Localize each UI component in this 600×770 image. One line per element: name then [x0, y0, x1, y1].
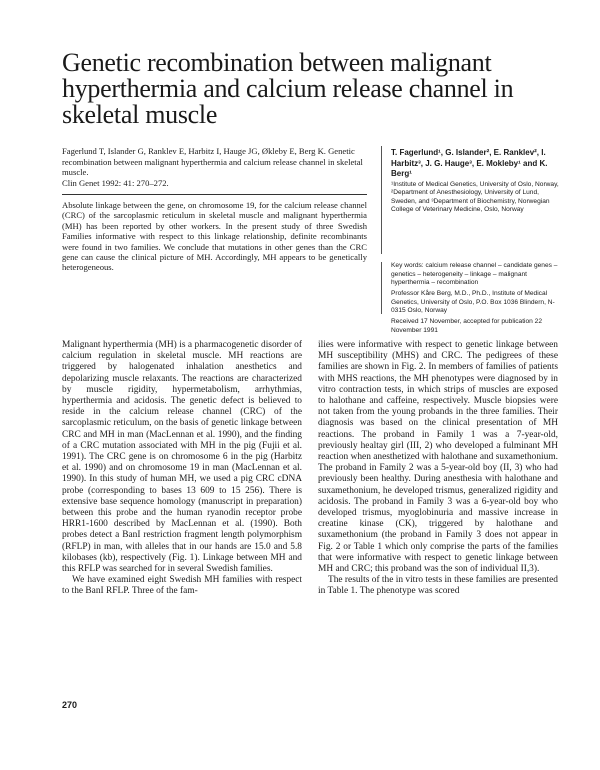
author-affiliation-block — [391, 148, 561, 215]
paragraph: Malignant hyperthermia (MH) is a pharmacogenetic disorder of calcium regulation in skeletal muscle. MH reactions are triggered by halogenated inhalation anesthetics and depolarizing muscle relaxants. The reactions are characterized by muscle rigidity, hypermetabolism, arrhythmias, hyperthermia and acidosis. The genetic defect is believed to reside in the calcium release channel (CRC) of the sarcoplasmic reticulum, on the basis of genetic linkage between CRC and MH in man (MacLennan et al. 1990), and the finding of a CRC mutation associated with MH in the pig (Fujii et al. 1991). The CRC gene is on chromosome 6 in the pig (Harbitz et al. 1990) and on chromosome 19 in man (MacLennan et al. 1990). In this study of human MH, we used a pig CRC cDNA probe (corresponding to bases 13 609 to 15 256). There is extensive base sequence homology (manuscript in preparation) between this probe and the human ryanodin receptor probe HRR1-1600 described by MacLennan et al. (1990). Both probes detect a BanI restriction fragment length polymorphism (RFLP) in man, with alleles that in our hands are 15.0 and 5.8 kilobases (kb), respectively (Fig. 1). Linkage between MH and this RFLP was searched for in several Swedish families. — [62, 340, 302, 575]
correspondence: Professor Kåre Berg, M.D., Ph.D., Institute of Medical Genetics, University of Oslo, P.O. Box 1036 Blindern, N-0315 Oslo, Norway — [391, 290, 555, 315]
journal-reference: Clin Genet 1992: 41: 270–272. — [62, 177, 169, 188]
citation-text: Fagerlund T, Islander G, Ranklev E, Harbitz I, Hauge JG, Økleby E, Berg K. Genetic recombination between malignant hyperthermia and calcium release channel in skeletal muscle. — [62, 146, 363, 177]
body-column-right — [318, 340, 558, 598]
paragraph: The results of the in vitro tests in these families are presented in Table 1. The phenotype was scored — [318, 575, 558, 597]
column-divider — [381, 262, 382, 314]
paragraph: ilies were informative with respect to genetic linkage between MH susceptibility (MHS) and CRC. The pedigrees of these families are shown in Fig. 2. In members of families of patients with MHS reactions, the MH phenotypes were diagnosed by in vitro contraction tests, in which strips of muscles are exposed to halothane and caffeine, respectively. Muscle biopsies were not taken from the young probands in the three families. Their diagnosis was based on the clinical presentation of MH reactions. The proband in Family 1 was a 7-year-old, previously healtay girl (III, 2) who developed a fulminant MH reaction when anesthetized with halothane and suxamethonium. The proband in Family 2 was a 5-year-old boy (II, 3) who had previously been healthy. During anesthesia with halothane and suxamethonium, he developed trismus, generalized rigidity and acidosis. The proband in Family 3 was a 6-year-old boy who developed trismus, myoglobinuria and massive increase in creatine kinase (CK), triggered by halothane and suxamethonium (the proband in Family 3 does not appear in Fig. 2 or Table 1 which only comprise the parts of the families that were informative with respect to genetic linkage between MH and CRC; this proband was the son of individual II,3). — [318, 340, 558, 575]
article-title: Genetic recombination between malignant hyperthermia and calcium release channel in skeletal muscle — [62, 48, 514, 129]
page-number: 270 — [62, 700, 78, 710]
paragraph: We have examined eight Swedish MH families with respect to the BanI RFLP. Three of the fam- — [62, 575, 302, 597]
received-date: Received 17 November, accepted for publication 22 November 1991 — [391, 318, 543, 334]
column-divider — [381, 146, 382, 254]
body-column-left — [62, 340, 302, 598]
abstract: Absolute linkage between the gene, on chromosome 19, for the calcium release channel (CRC) of the sarcoplasmic reticulum in skeletal muscle and malignant hyperthermia (MH) has been reported by other workers. In the present study of three Swedish Families informative with respect to this linkage relationship, definite recombinants were found in two families. We conclude that mutations in other genes than the CRC gene can cause the clinical picture of MH. Accordingly, MH appears to be genetically heterogeneous. — [62, 200, 367, 273]
affiliations: ¹Institute of Medical Genetics, University of Oslo, Norway, ²Department of Anesthesiology, University of Lund, Sweden, and ³Department of Biochemistry, Norwegian College of Veterinary Medicine, Oslo, Norway — [391, 180, 559, 214]
key-words: Key words: calcium release channel – candidate genes – genetics – heterogeneity – linkage – malignant hyperthermia – recombination — [391, 262, 558, 287]
author-list: T. Fagerlund¹, G. Islander², E. Ranklev², I. Harbitz³, J. G. Hauge³, E. Mokleby¹ and K. Berg¹ — [391, 148, 548, 178]
citation-block — [62, 146, 367, 195]
